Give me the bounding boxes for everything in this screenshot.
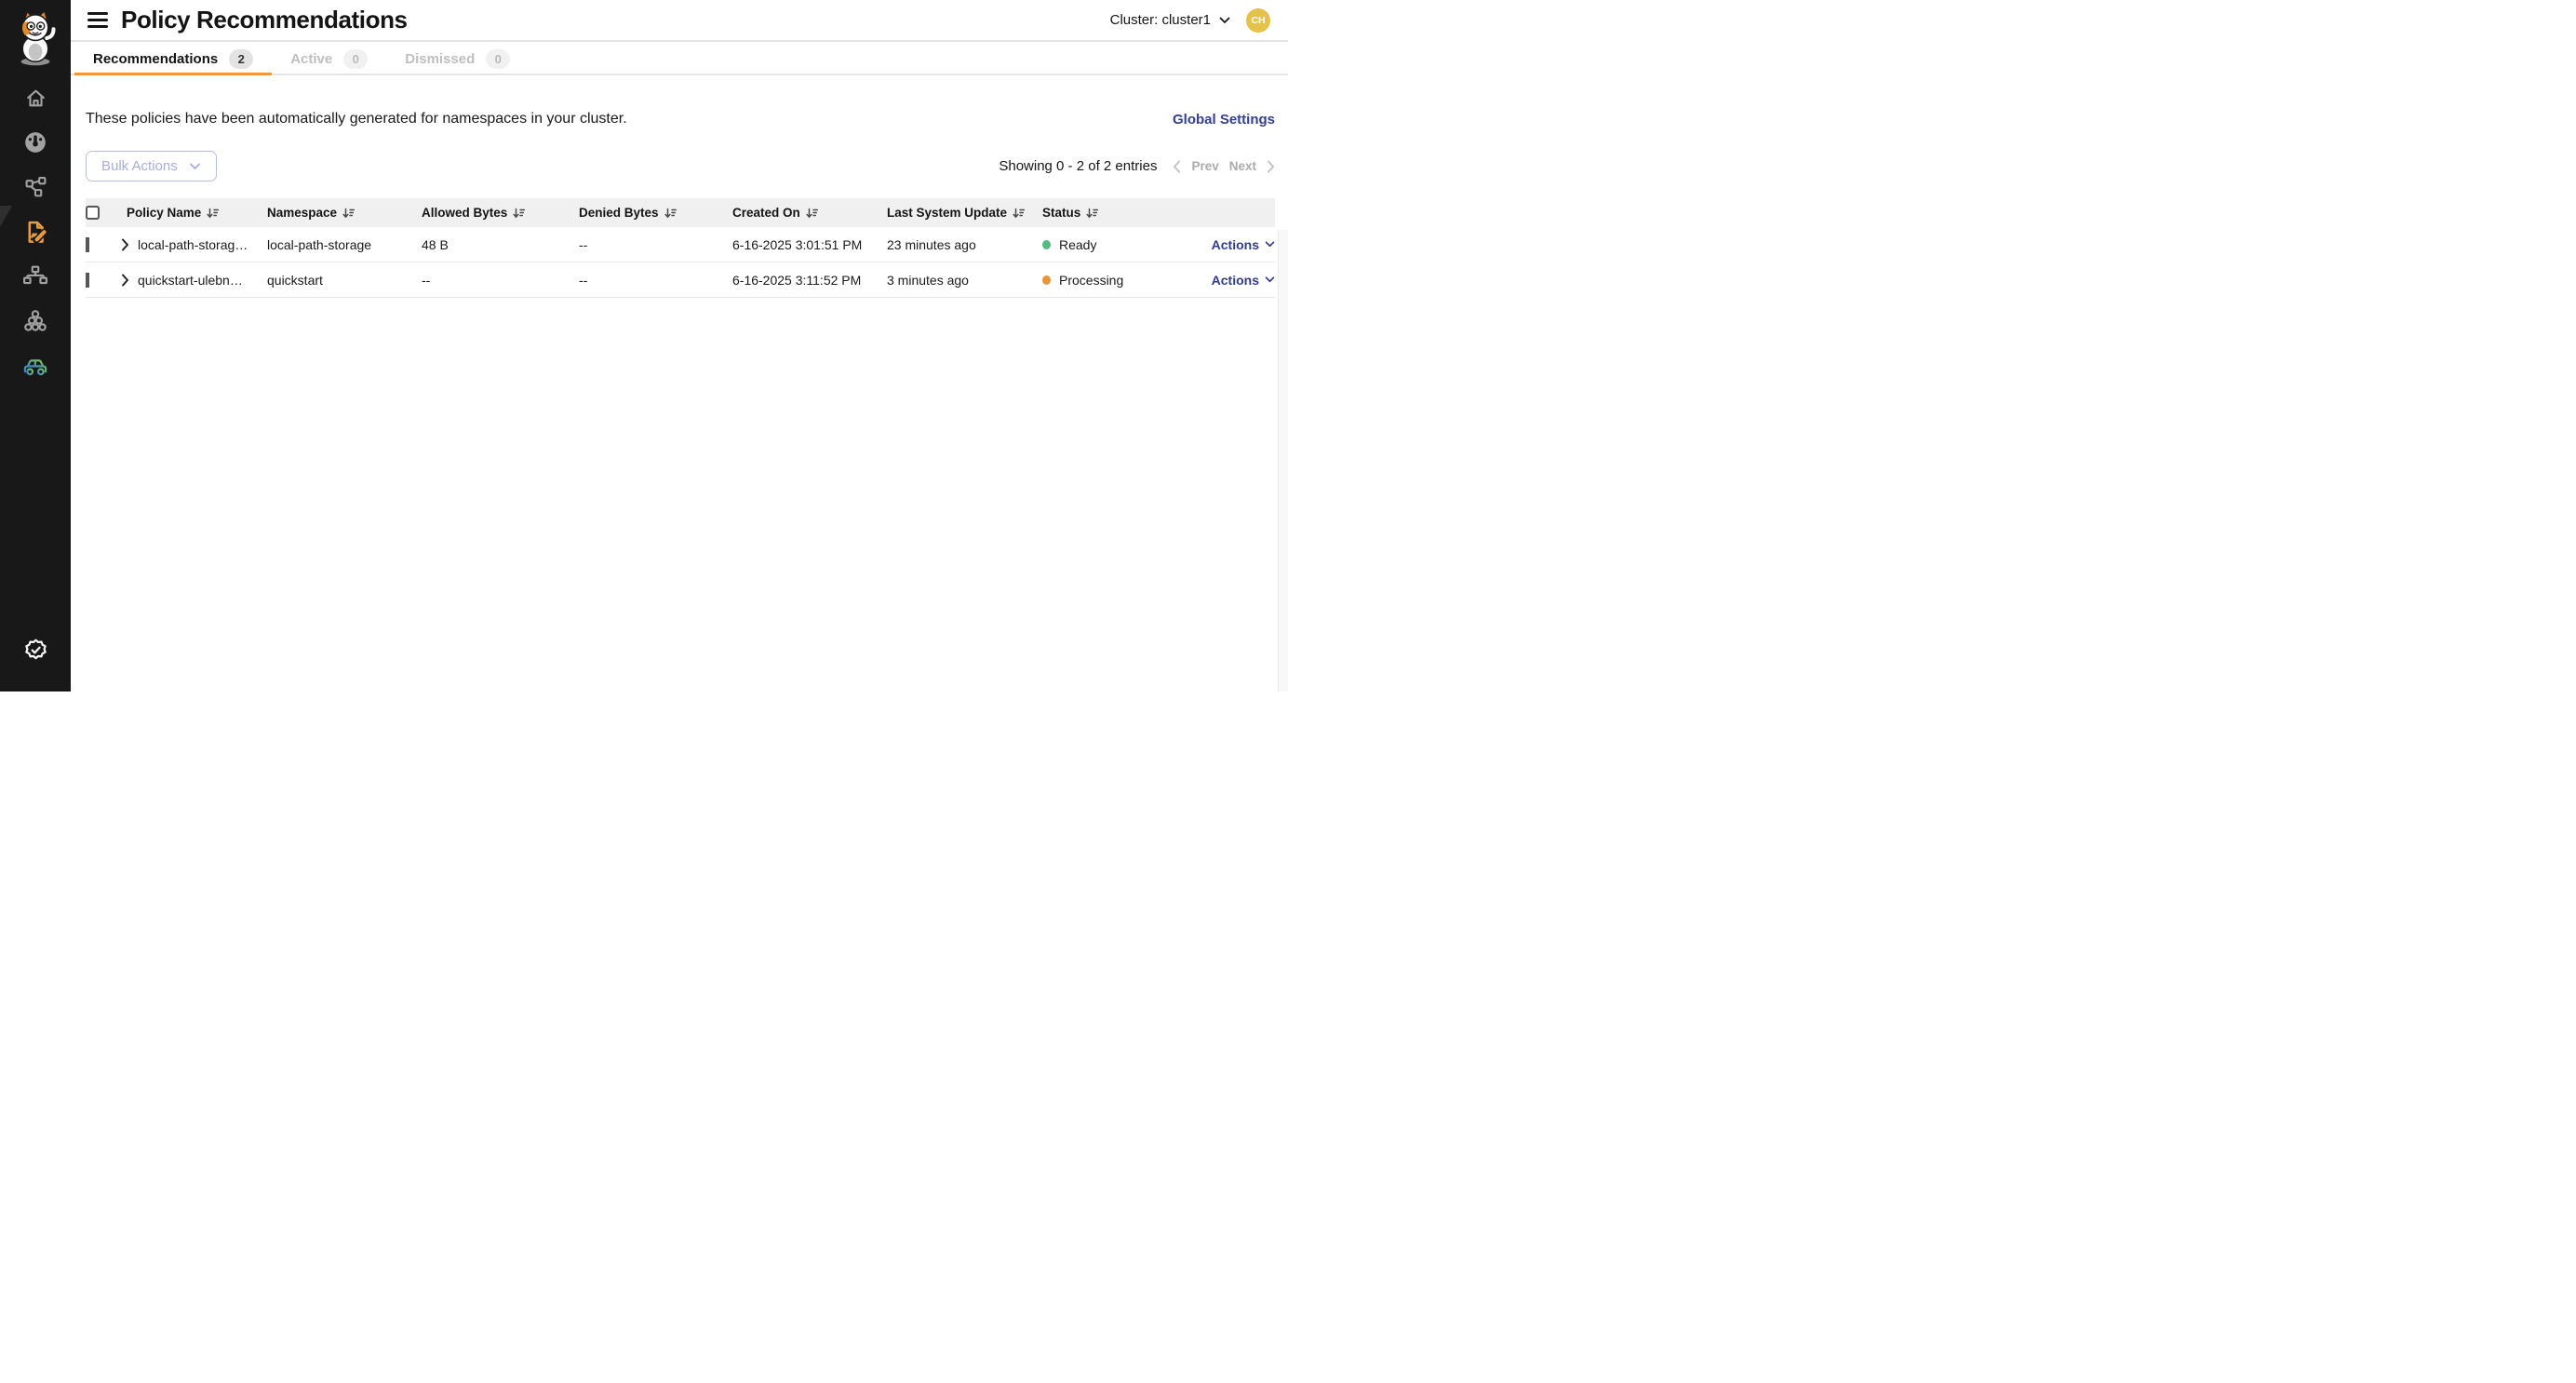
sidebar-item-service-graph[interactable] <box>0 165 71 209</box>
topbar-right <box>1110 8 1270 33</box>
sidebar-item-verified[interactable] <box>23 627 48 672</box>
policy-edit-icon <box>23 220 48 245</box>
next-page-link[interactable]: Next <box>1228 159 1256 173</box>
tab-count-badge: 0 <box>486 49 510 69</box>
sidebar <box>0 0 71 692</box>
policy-name-cell[interactable]: quickstart-ulebn… <box>138 272 243 288</box>
cat-mascot-logo-icon <box>11 9 60 67</box>
sidebar-item-flow-visualizer[interactable] <box>0 343 71 388</box>
table-header-row <box>86 198 1275 227</box>
actions-label: Actions <box>1211 272 1259 288</box>
cluster-selector[interactable] <box>1110 12 1230 28</box>
row-actions-menu[interactable] <box>1204 237 1275 252</box>
policies-table <box>86 198 1275 298</box>
tab-label: Active <box>290 50 333 67</box>
bulk-actions-button[interactable] <box>86 151 217 181</box>
tab-active[interactable] <box>272 44 386 74</box>
node-cluster-icon <box>23 309 47 333</box>
table-scrollbar-track[interactable] <box>1278 230 1288 692</box>
tab-bar <box>71 44 1288 75</box>
global-settings-link[interactable]: Global Settings <box>1172 111 1275 128</box>
chevron-down-icon <box>1265 241 1275 248</box>
verified-badge-icon <box>23 638 48 663</box>
last-system-update-cell: 3 minutes ago <box>887 272 969 288</box>
page-title: Policy Recommendations <box>121 6 408 34</box>
namespace-cell: local-path-storage <box>267 236 372 252</box>
cluster-selector-label: Cluster: cluster1 <box>1109 12 1211 28</box>
tab-recommendations[interactable] <box>74 44 272 74</box>
sort-icon[interactable] <box>664 208 677 219</box>
column-header-status[interactable]: Status <box>1042 206 1081 220</box>
tab-dismissed[interactable] <box>386 44 529 74</box>
sort-icon[interactable] <box>513 208 525 219</box>
column-header-policy-name[interactable]: Policy Name <box>127 206 202 220</box>
tab-label: Dismissed <box>405 50 476 67</box>
namespace-cell: quickstart <box>267 272 323 288</box>
actions-label: Actions <box>1211 236 1259 252</box>
column-header-namespace[interactable]: Namespace <box>267 206 338 220</box>
status-dot <box>1042 240 1051 249</box>
home-icon <box>24 87 47 110</box>
sort-icon[interactable] <box>1013 208 1025 219</box>
top-bar <box>71 0 1288 42</box>
sort-icon[interactable] <box>207 208 219 219</box>
chevron-right-icon[interactable] <box>1267 160 1275 173</box>
row-checkbox[interactable] <box>86 273 89 288</box>
main-content <box>71 77 1288 692</box>
sitemap-icon <box>23 264 47 289</box>
policy-recommendations-page <box>0 0 1288 692</box>
column-header-allowed-bytes[interactable]: Allowed Bytes <box>422 206 508 220</box>
service-graph-icon <box>24 176 47 199</box>
allowed-bytes-cell: -- <box>422 272 431 288</box>
tab-count-badge: 2 <box>229 49 253 69</box>
column-header-denied-bytes[interactable]: Denied Bytes <box>579 206 659 220</box>
chevron-down-icon <box>1265 276 1275 283</box>
chevron-left-icon[interactable] <box>1173 160 1181 173</box>
sidebar-item-dashboard[interactable] <box>0 120 71 165</box>
sidebar-item-sitemap[interactable] <box>0 254 71 299</box>
column-header-last-system-update[interactable]: Last System Update <box>887 206 1008 220</box>
sort-icon[interactable] <box>342 208 355 219</box>
table-row <box>86 262 1275 298</box>
status-label: Ready <box>1059 236 1097 252</box>
column-header-created-on[interactable]: Created On <box>732 206 800 220</box>
denied-bytes-cell: -- <box>579 236 588 252</box>
row-checkbox[interactable] <box>86 237 89 252</box>
chevron-down-icon <box>1219 17 1230 24</box>
policy-name-cell[interactable]: local-path-storag… <box>138 236 248 252</box>
status-dot <box>1042 275 1051 285</box>
sort-icon[interactable] <box>806 208 818 219</box>
sidebar-nav <box>0 75 71 388</box>
pagination <box>999 158 1275 174</box>
sidebar-item-home[interactable] <box>0 75 71 120</box>
intro-text: These policies have been automatically generated for namespaces in your cluster. <box>86 111 627 127</box>
sidebar-item-endpoints[interactable] <box>0 299 71 343</box>
tab-label: Recommendations <box>93 50 219 67</box>
menu-hamburger-icon[interactable] <box>87 12 108 28</box>
created-on-cell: 6-16-2025 3:11:52 PM <box>732 272 862 288</box>
dashboard-gauge-icon <box>23 130 47 154</box>
expand-row-icon[interactable] <box>121 238 129 251</box>
status-label: Processing <box>1059 272 1124 288</box>
denied-bytes-cell: -- <box>579 272 588 288</box>
car-icon <box>22 353 48 379</box>
last-system-update-cell: 23 minutes ago <box>887 236 976 252</box>
row-actions-menu[interactable] <box>1204 273 1275 288</box>
table-row <box>86 227 1275 262</box>
user-avatar[interactable]: CH <box>1246 8 1270 33</box>
prev-page-link[interactable]: Prev <box>1191 159 1219 173</box>
allowed-bytes-cell: 48 B <box>422 236 449 252</box>
created-on-cell: 6-16-2025 3:01:51 PM <box>732 236 863 252</box>
select-all-checkbox[interactable] <box>86 206 100 220</box>
sidebar-item-policy-recommendations[interactable] <box>0 209 71 254</box>
app-logo[interactable] <box>0 0 71 75</box>
chevron-down-icon <box>189 163 201 170</box>
sort-icon[interactable] <box>1086 208 1098 219</box>
expand-row-icon[interactable] <box>121 274 129 287</box>
tab-count-badge: 0 <box>343 49 368 69</box>
pagination-summary: Showing 0 - 2 of 2 entries <box>999 158 1158 174</box>
bulk-actions-label: Bulk Actions <box>101 158 178 174</box>
